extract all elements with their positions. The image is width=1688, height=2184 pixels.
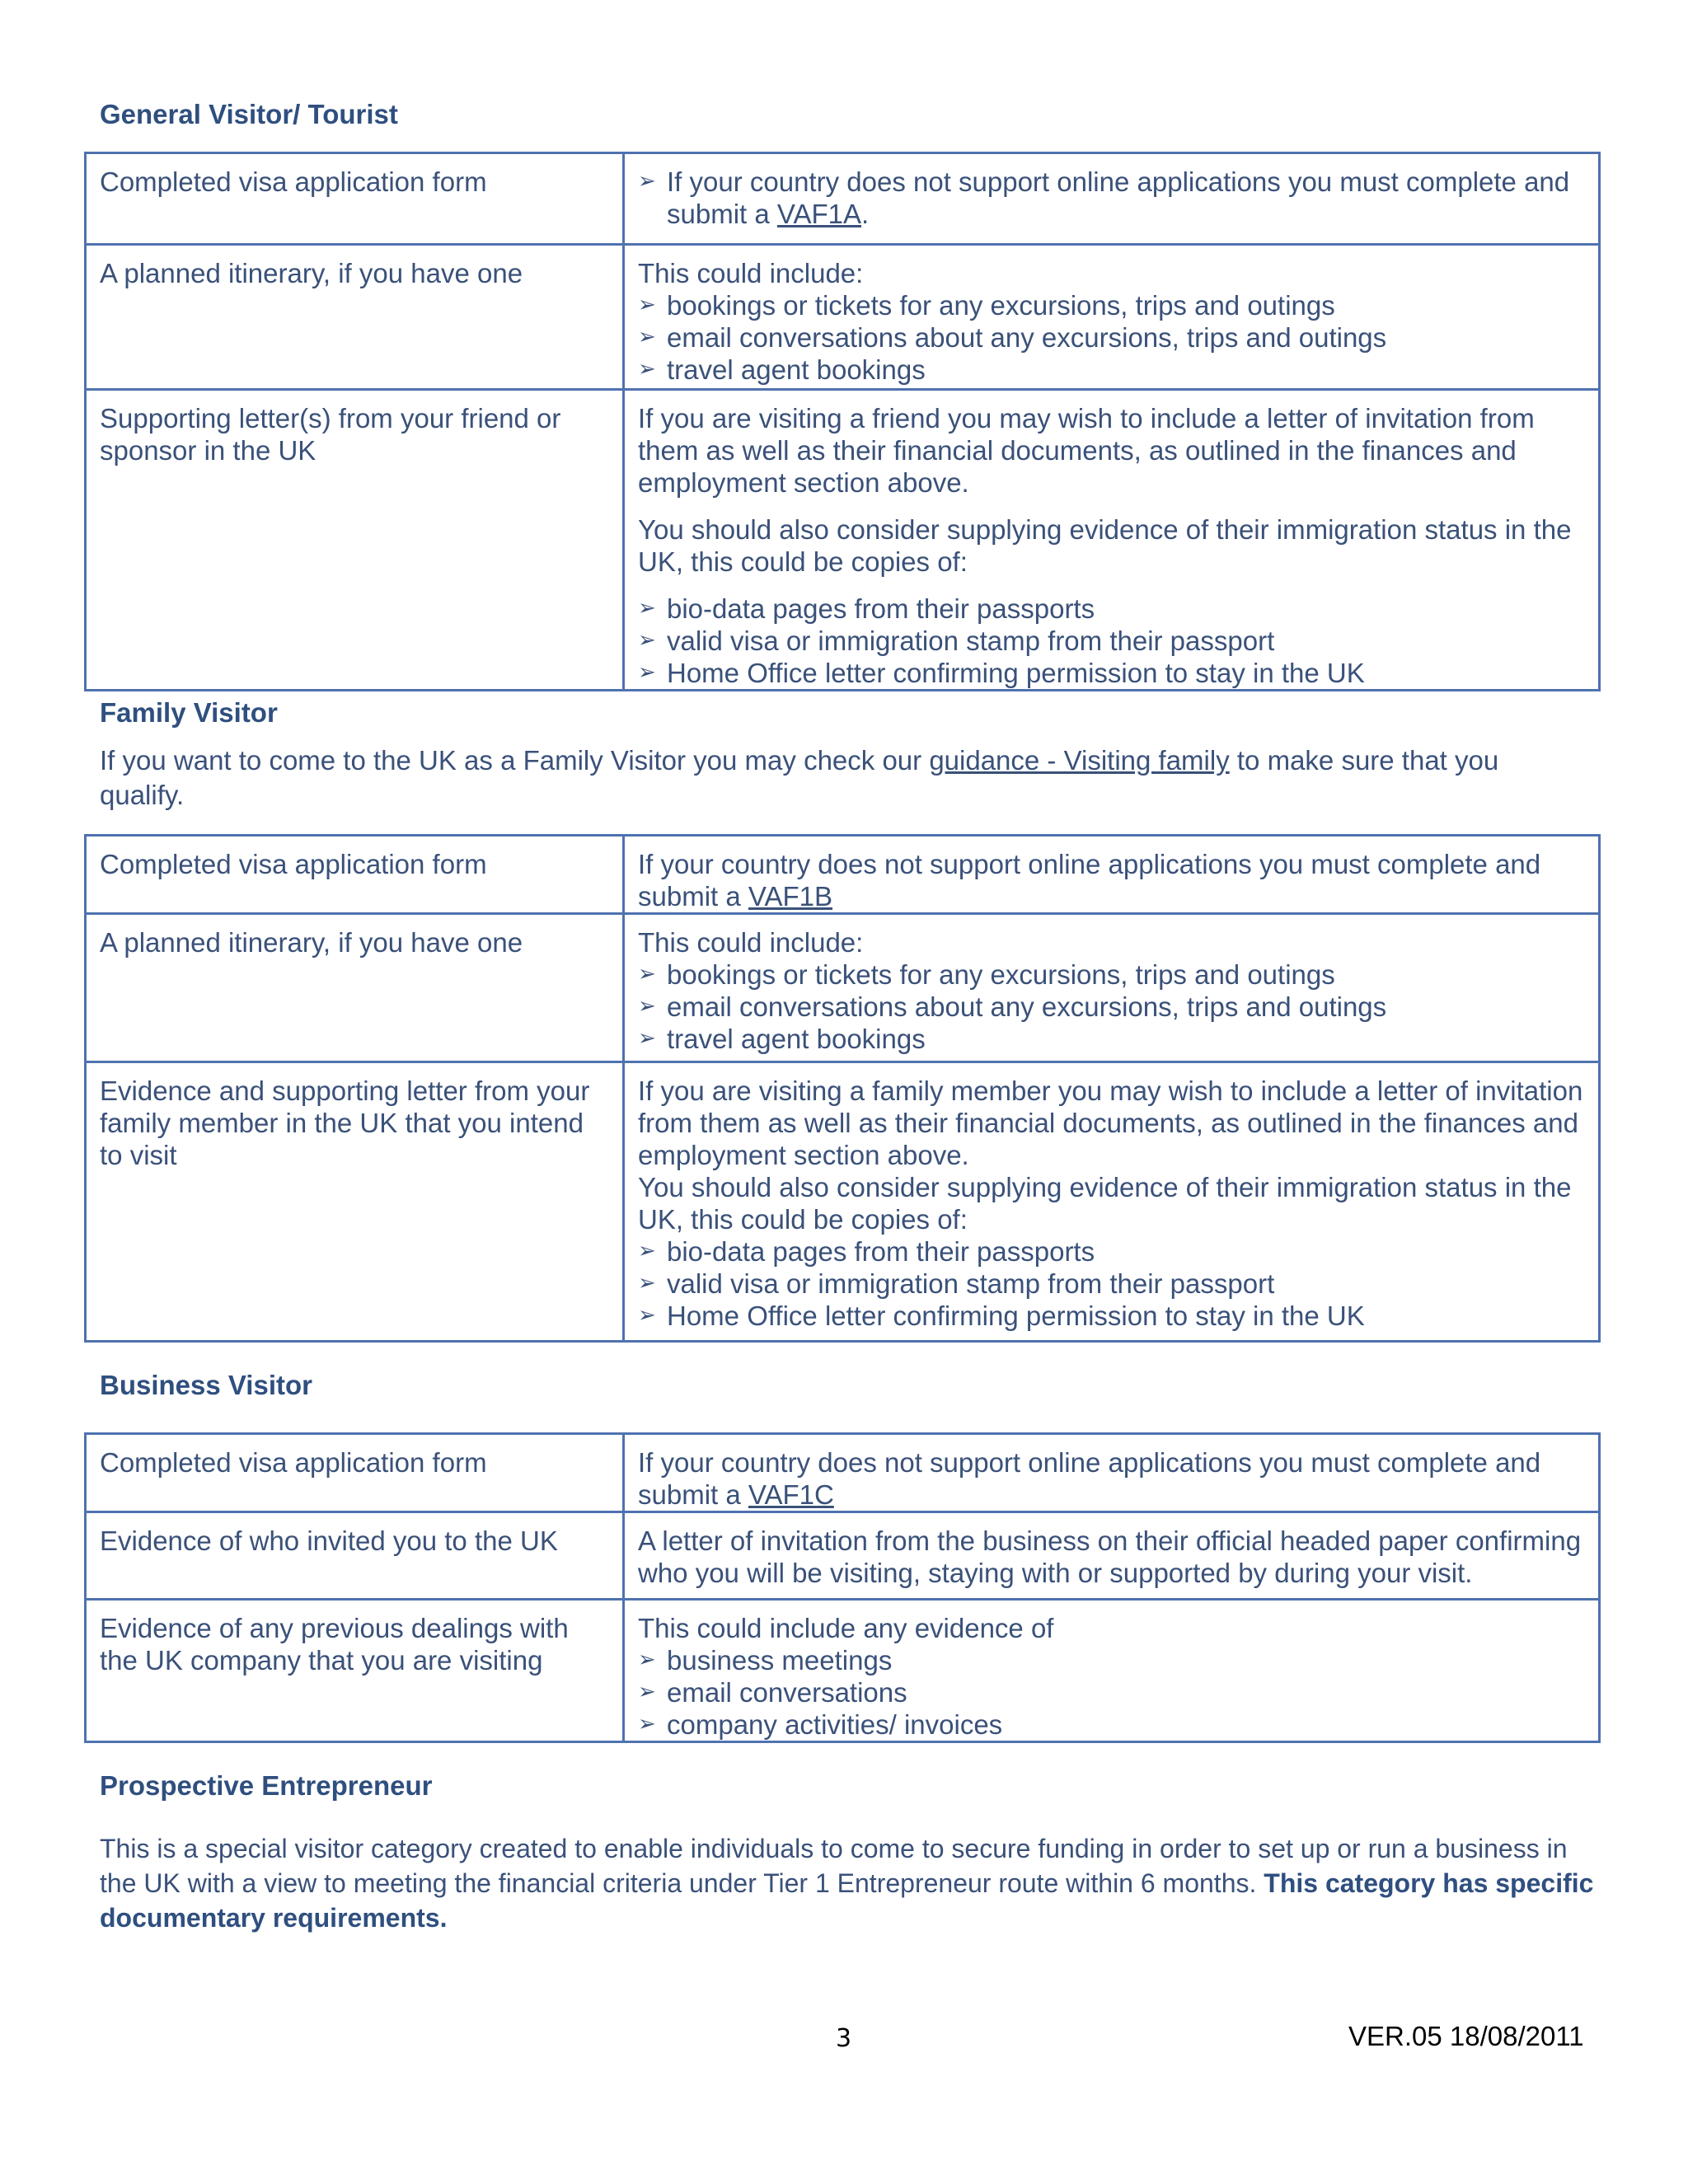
table-row	[86, 1512, 1600, 1600]
table-row	[86, 153, 1600, 245]
table-row	[86, 390, 1600, 691]
section-heading-prospective-entrepreneur: Prospective Entrepreneur	[100, 1770, 433, 1801]
bullet-item: ➢ valid visa or immigration stamp from their passport	[638, 625, 1585, 657]
general-visitor-table	[84, 152, 1601, 691]
bullet-item: ➢ email conversations about any excursions, trips and outings	[638, 321, 1585, 354]
bullet-item: ➢ If your country does not support online applications you must complete and submit a VAF1A.	[638, 166, 1585, 230]
requirement-label: Supporting letter(s) from your friend or sponsor in the UK	[86, 390, 624, 691]
requirement-detail: This could include: ➢ bookings or tickets for any excursions, trips and outings ➢ email conversations about any excursions, trips and outings ➢ travel agent bookings	[624, 914, 1600, 1062]
requirement-label: Evidence of who invited you to the UK	[86, 1512, 624, 1600]
table-row	[86, 1434, 1600, 1512]
bullet-item: ➢ Home Office letter confirming permission to stay in the UK	[638, 1300, 1585, 1332]
page-number: 3	[836, 2024, 852, 2053]
requirement-detail: If your country does not support online applications you must complete and submit a VAF1B	[624, 836, 1600, 914]
bullet-item: ➢ business meetings	[638, 1644, 1585, 1676]
bullet-item: ➢ travel agent bookings	[638, 1023, 1585, 1055]
bullet-item: ➢ bio-data pages from their passports	[638, 593, 1585, 625]
requirement-label: Completed visa application form	[86, 836, 624, 914]
business-visitor-table	[84, 1432, 1601, 1743]
requirement-label: A planned itinerary, if you have one	[86, 914, 624, 1062]
requirement-label: Completed visa application form	[86, 1434, 624, 1512]
section-heading-family-visitor: Family Visitor	[100, 697, 278, 728]
requirement-label: Evidence of any previous dealings with the UK company that you are visiting	[86, 1600, 624, 1742]
table-row	[86, 245, 1600, 390]
requirement-label: Evidence and supporting letter from your family member in the UK that you intend to visit	[86, 1062, 624, 1342]
bullet-item: ➢ bookings or tickets for any excursions, trips and outings	[638, 958, 1585, 991]
vaf1c-link[interactable]: VAF1C	[748, 1479, 834, 1510]
requirement-detail: If you are visiting a friend you may wish to include a letter of invitation from them as well as their financial documents, as outlined in the finances and employment section above. You should also consider supplying evidence of their immigration status in the UK, this could be copies of: ➢ bio-data pages from their passports ➢ valid visa or immigration stamp from their passport ➢ Home Office letter confirming permission to stay in the UK	[624, 390, 1600, 691]
requirement-detail: This could include: ➢ bookings or tickets for any excursions, trips and outings ➢ email conversations about any excursions, trips and outings ➢ travel agent bookings	[624, 245, 1600, 390]
table-row	[86, 836, 1600, 914]
bullet-item: ➢ email conversations	[638, 1676, 1585, 1708]
bullet-item: ➢ bookings or tickets for any excursions, trips and outings	[638, 289, 1585, 321]
bullet-item: ➢ company activities/ invoices	[638, 1708, 1585, 1741]
entrepreneur-description: This is a special visitor category created to enable individuals to come to secure funding in order to set up or run a business in the UK with a view to meeting the financial criteria under Tier 1 Entrepreneur route within 6 months. This category has specific documentary requirements.	[100, 1834, 1594, 1933]
vaf1a-link[interactable]: VAF1A	[776, 199, 861, 229]
table-row	[86, 1600, 1600, 1742]
requirement-label: Completed visa application form	[86, 153, 624, 245]
requirement-detail: A letter of invitation from the business on their official headed paper confirming who you will be visiting, staying with or supported by during your visit.	[624, 1512, 1600, 1600]
requirement-detail: This could include any evidence of ➢ business meetings ➢ email conversations ➢ company activities/ invoices	[624, 1600, 1600, 1742]
requirement-detail: If your country does not support online applications you must complete and submit a VAF1C	[624, 1434, 1600, 1512]
section-heading-business-visitor: Business Visitor	[100, 1370, 312, 1400]
bullet-item: ➢ valid visa or immigration stamp from their passport	[638, 1268, 1585, 1300]
family-visitor-intro: If you want to come to the UK as a Family Visitor you may check our guidance - Visiting family to make sure that you qualify.	[100, 745, 1499, 810]
requirement-detail	[624, 153, 1600, 245]
bullet-item: ➢ email conversations about any excursions, trips and outings	[638, 991, 1585, 1023]
table-row	[86, 1062, 1600, 1342]
visiting-family-guidance-link[interactable]: guidance - Visiting family	[929, 745, 1230, 776]
section-heading-general-visitor: General Visitor/ Tourist	[100, 99, 398, 129]
bullet-item: ➢ travel agent bookings	[638, 354, 1585, 386]
table-row	[86, 914, 1600, 1062]
family-visitor-table	[84, 834, 1601, 1343]
requirement-detail: If you are visiting a family member you may wish to include a letter of invitation from them as well as their financial documents, as outlined in the finances and employment section above. You should also consider supplying evidence of their immigration status in the UK, this could be copies of: ➢ bio-data pages from their passports ➢ valid visa or immigration stamp from their passport ➢ Home Office letter confirming permission to stay in the UK	[624, 1062, 1600, 1342]
requirement-label: A planned itinerary, if you have one	[86, 245, 624, 390]
bullet-item: ➢ Home Office letter confirming permission to stay in the UK	[638, 657, 1585, 689]
document-version: VER.05 18/08/2011	[1348, 2021, 1584, 2051]
vaf1b-link[interactable]: VAF1B	[748, 881, 832, 912]
bullet-item: ➢ bio-data pages from their passports	[638, 1235, 1585, 1268]
